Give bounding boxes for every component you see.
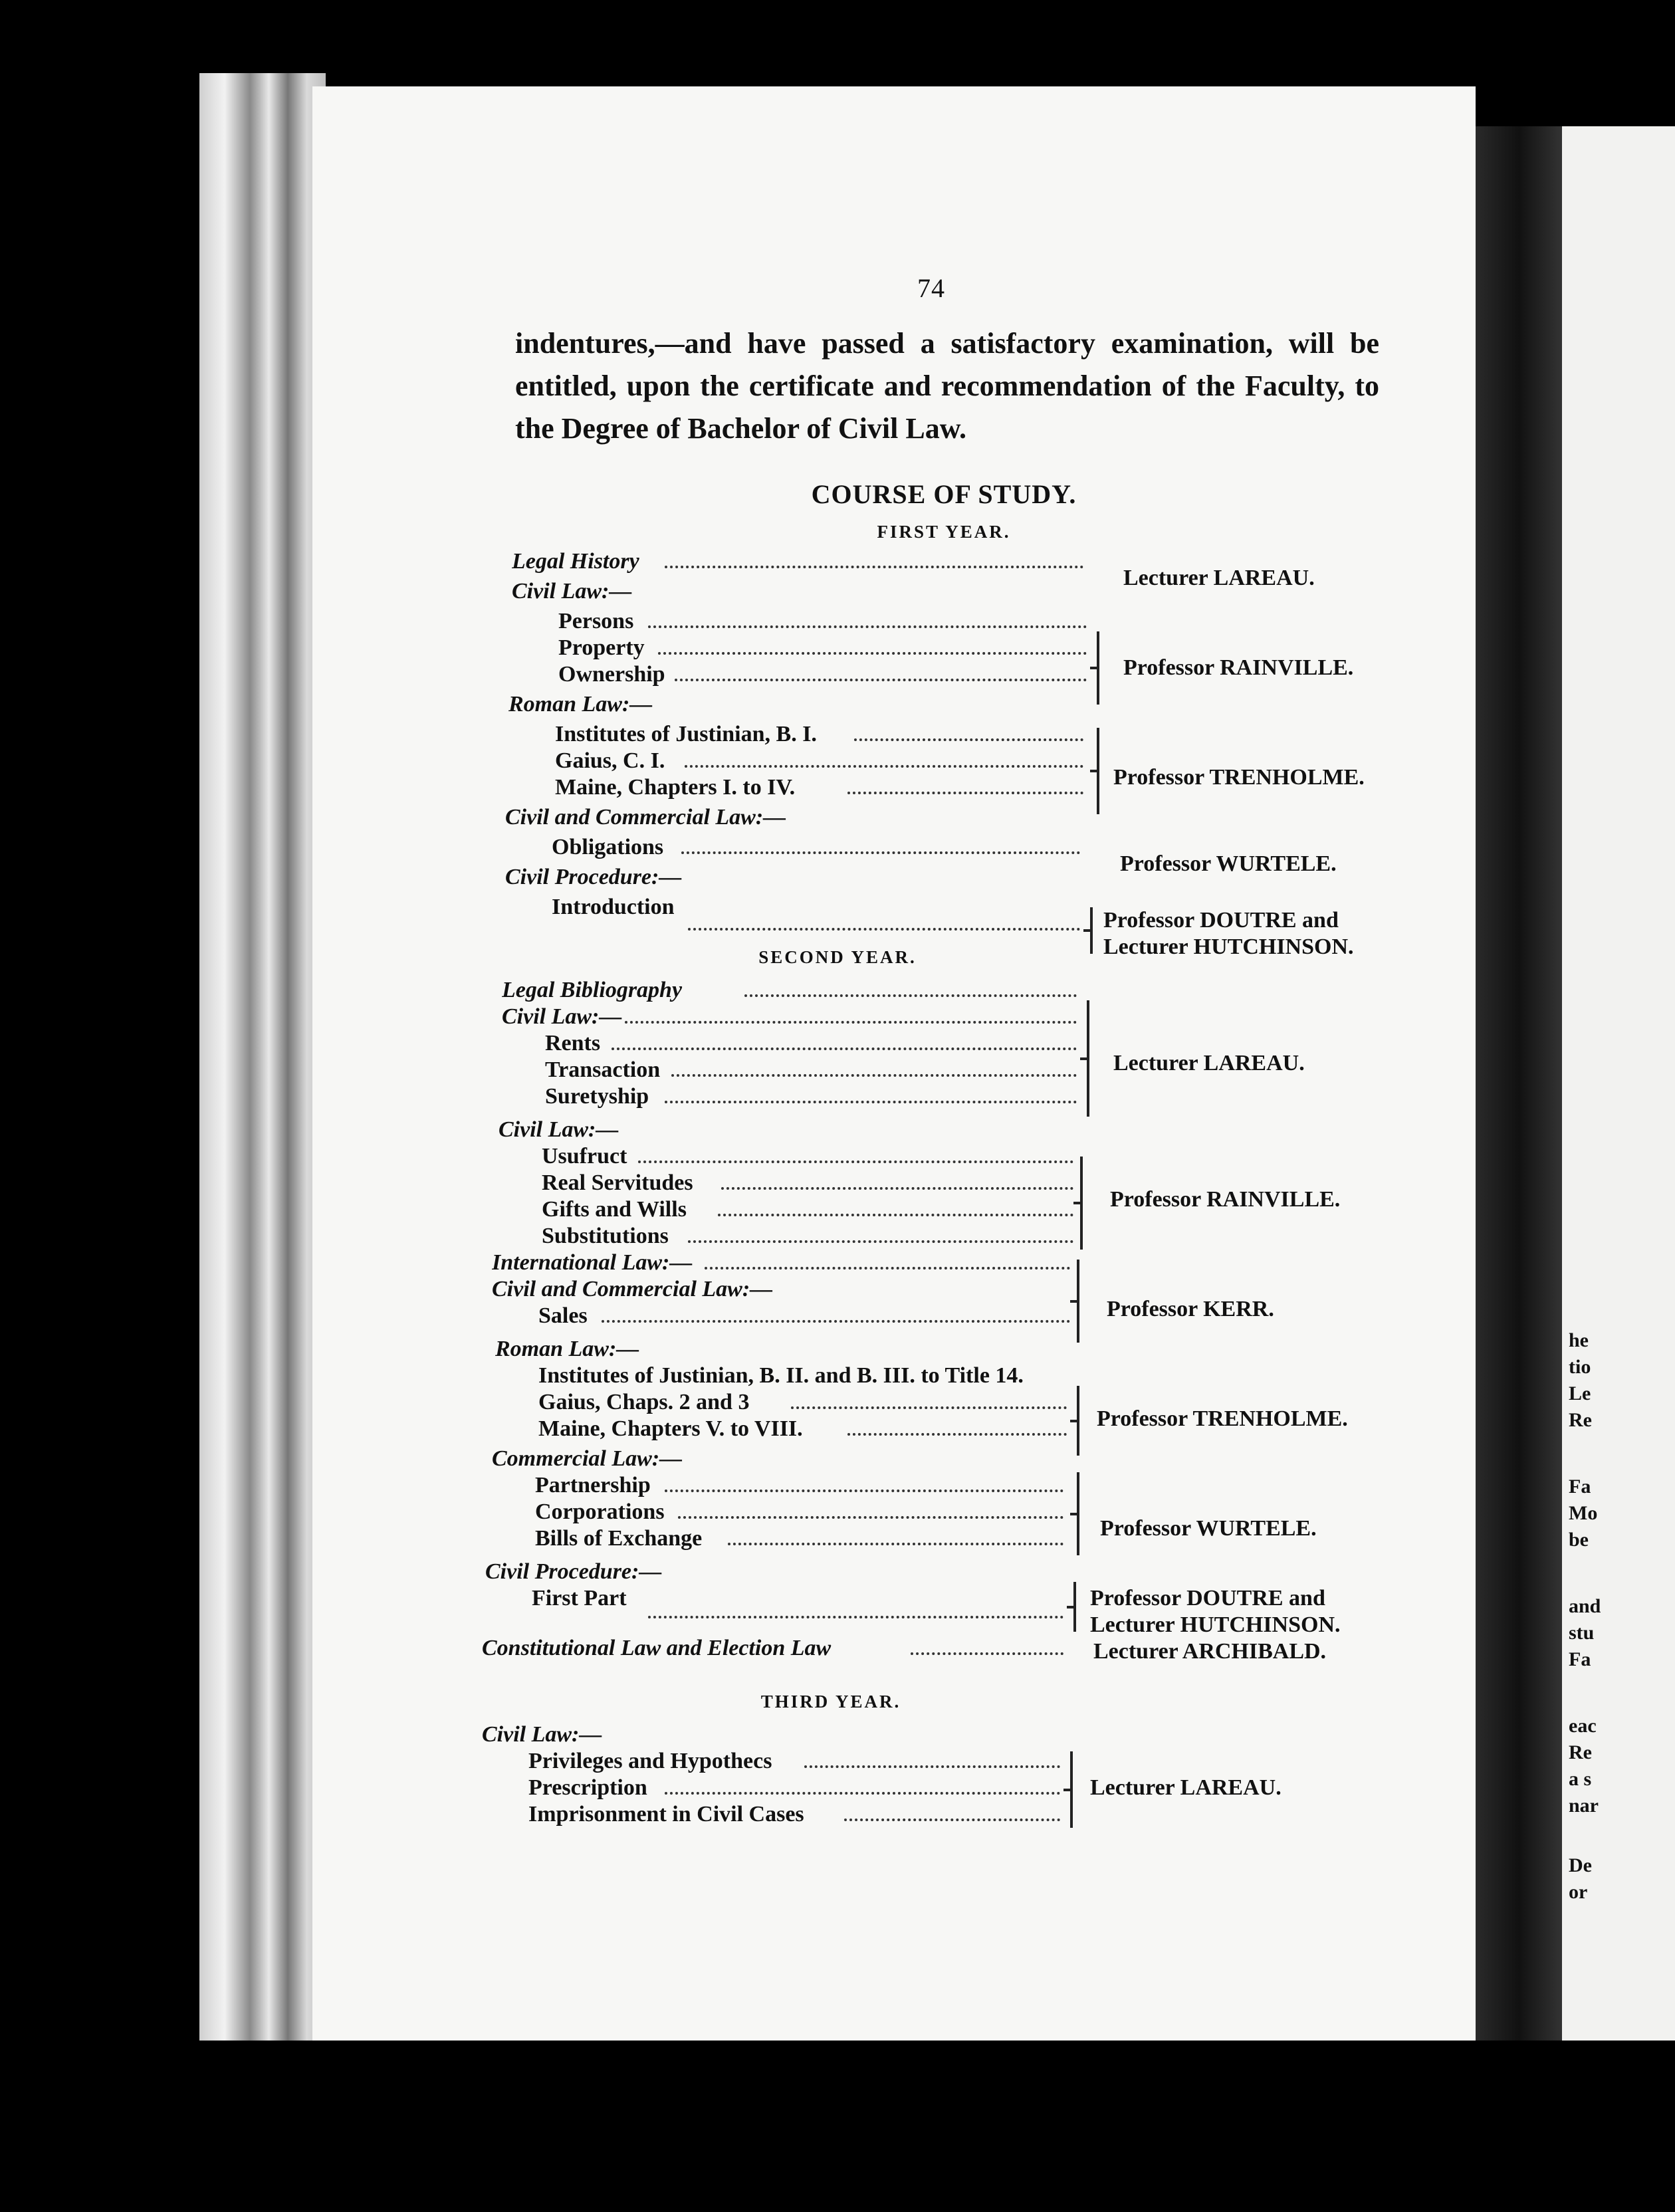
course-subject-label: Institutes of Justinian, B. I.	[555, 722, 821, 746]
dot-leader	[671, 1050, 1077, 1077]
course-category	[485, 1559, 685, 1585]
facing-page	[1562, 126, 1675, 2041]
second-year-heading: SECOND YEAR.	[758, 947, 917, 967]
first-year-heading: FIRST YEAR.	[877, 522, 1011, 542]
instructor-label: Lecturer LAREAU.	[1123, 566, 1315, 590]
bracket	[1080, 1157, 1083, 1250]
facing-page-text: a s	[1569, 1768, 1592, 1790]
dot-leader	[638, 1137, 1073, 1163]
dot-leader	[854, 715, 1083, 741]
facing-page-text: and	[1569, 1595, 1601, 1617]
book-page-edges	[199, 73, 326, 2041]
course-subject-label: Maine, Chapters V. to VIII.	[538, 1416, 807, 1441]
course-category-label: Roman Law:—	[495, 1337, 643, 1361]
course-subject-label: Transaction	[545, 1057, 664, 1082]
dot-leader	[791, 1382, 1067, 1409]
dot-leader	[658, 628, 1087, 655]
dot-leader	[665, 1768, 1060, 1795]
facing-page-text: Re	[1569, 1741, 1592, 1763]
bracket	[1077, 1260, 1079, 1343]
course-category-label: International Law:—	[492, 1250, 696, 1275]
course-category-label: Civil and Commercial Law:—	[505, 805, 790, 830]
instructor-label: Lecturer HUTCHINSON.	[1090, 1612, 1341, 1637]
course-subject-label: Bills of Exchange	[535, 1526, 706, 1551]
facing-page-text: Mo	[1569, 1502, 1598, 1524]
dot-leader	[844, 1795, 1060, 1821]
instructor-label: Professor RAINVILLE.	[1110, 1187, 1341, 1212]
facing-page-text: stu	[1569, 1622, 1595, 1644]
dot-leader	[665, 542, 1083, 568]
bracket	[1097, 728, 1099, 814]
dot-leader	[625, 997, 1077, 1024]
course-category	[492, 1446, 691, 1472]
course-subject-label: Privileges and Hypothecs	[528, 1749, 776, 1773]
course-subject-label: Usufruct	[542, 1144, 631, 1168]
dot-leader	[648, 1592, 1063, 1618]
instructor-label: Professor RAINVILLE.	[1123, 655, 1354, 680]
facing-page-text: Re	[1569, 1409, 1592, 1431]
course-subject-label: Prescription	[528, 1775, 651, 1800]
course-subject-label: Gaius, Chaps. 2 and 3	[538, 1390, 753, 1414]
course-category-label: Legal History	[512, 549, 643, 574]
instructor-label: Professor TRENHOLME.	[1113, 765, 1365, 790]
dot-leader	[804, 1741, 1060, 1768]
instructor-label: Professor WURTELE.	[1100, 1516, 1317, 1541]
course-category	[482, 1721, 681, 1748]
bracket	[1087, 1000, 1089, 1117]
facing-page-text: Fa	[1569, 1648, 1591, 1670]
course-subject-label: Property	[558, 635, 649, 660]
instructor-label: Professor TRENHOLME.	[1097, 1406, 1348, 1431]
bracket	[1073, 1582, 1076, 1632]
dot-leader	[688, 904, 1080, 931]
intro-paragraph: indentures,—and have passed a satisfactory examination, will be entitled, upon the certificate and recommendation of the Faculty, to the Degree of Bachelor of Civil Law.	[515, 327, 1379, 445]
course-title: COURSE OF STUDY.	[811, 479, 1077, 509]
bracket	[1090, 907, 1093, 954]
instructor-label: Professor DOUTRE and	[1090, 1586, 1325, 1610]
facing-page-text: De	[1569, 1854, 1592, 1876]
dot-leader	[681, 828, 1080, 854]
instructor-label: Lecturer HUTCHINSON.	[1103, 935, 1354, 959]
instructor-label: Lecturer ARCHIBALD.	[1093, 1639, 1327, 1664]
course-subject-label: Introduction	[552, 895, 679, 919]
course-subject-label: Imprisonment in Civil Cases	[528, 1802, 808, 1826]
dot-leader	[685, 741, 1083, 768]
dot-leader	[648, 602, 1087, 628]
instructor-label: Professor KERR.	[1107, 1297, 1274, 1321]
facing-page-text: be	[1569, 1529, 1589, 1551]
facing-page-text: tio	[1569, 1356, 1591, 1378]
facing-page-text: he	[1569, 1329, 1589, 1351]
instructor-label: Lecturer LAREAU.	[1090, 1775, 1282, 1800]
instructor-label: Professor WURTELE.	[1120, 851, 1337, 876]
course-subject-label: Institutes of Justinian, B. II. and B. III. to Title 14.	[538, 1363, 1028, 1388]
dot-leader	[688, 1216, 1073, 1243]
dot-leader	[911, 1628, 1063, 1655]
dot-leader	[678, 1492, 1063, 1519]
course-category-label: Civil Law:—	[512, 579, 635, 604]
dot-leader	[721, 1163, 1073, 1190]
dot-leader	[675, 655, 1087, 681]
course-subject-label: Gifts and Wills	[542, 1197, 691, 1222]
dot-leader	[665, 1077, 1077, 1103]
dot-leader	[744, 970, 1077, 997]
book-gutter	[1476, 126, 1562, 2041]
course-category	[505, 864, 705, 891]
course-subject-label: Real Servitudes	[542, 1170, 697, 1195]
dot-leader	[718, 1190, 1073, 1216]
facing-page-text: or	[1569, 1881, 1588, 1903]
bracket	[1077, 1472, 1079, 1555]
facing-page-text: Le	[1569, 1382, 1591, 1404]
dot-leader	[665, 1466, 1063, 1492]
course-category	[508, 691, 708, 718]
course-category-label: Civil Procedure:—	[485, 1559, 665, 1584]
course-category-label: Civil Law:—	[502, 1004, 625, 1029]
course-category-label: Civil Law:—	[482, 1722, 606, 1747]
instructor-label: Lecturer LAREAU.	[1113, 1051, 1305, 1075]
course-subject-label: Suretyship	[545, 1084, 653, 1109]
page-number: 74	[917, 273, 945, 303]
course-subject-label: Ownership	[558, 662, 669, 687]
course-category-label: Civil Law:—	[499, 1117, 622, 1142]
dot-leader	[602, 1296, 1070, 1323]
course-subject-label: Sales	[538, 1303, 592, 1328]
dot-leader	[728, 1519, 1063, 1545]
course-subject-label: Partnership	[535, 1473, 655, 1497]
course-subject-label: Persons	[558, 609, 637, 633]
course-category	[505, 804, 838, 831]
third-year-heading: THIRD YEAR.	[760, 1692, 901, 1712]
course-subject-label: Gaius, C. I.	[555, 748, 669, 773]
course-subject-label: Corporations	[535, 1499, 669, 1524]
instructor-label: Professor DOUTRE and	[1103, 908, 1339, 933]
facing-page-text: eac	[1569, 1715, 1597, 1737]
course-category-label: Civil and Commercial Law:—	[492, 1277, 776, 1301]
dot-leader	[705, 1243, 1070, 1270]
facing-page-text: nar	[1569, 1795, 1599, 1817]
course-category-label: Roman Law:—	[508, 692, 656, 717]
course-subject-label: Obligations	[552, 835, 667, 859]
course-category	[495, 1336, 695, 1363]
course-category	[512, 578, 711, 605]
bracket	[1070, 1751, 1073, 1828]
course-subject-label: Rents	[545, 1031, 604, 1055]
course-category-label: Civil Procedure:—	[505, 865, 685, 889]
dot-leader	[847, 768, 1083, 794]
dot-leader	[847, 1409, 1067, 1436]
course-subject-label: Maine, Chapters I. to IV.	[555, 775, 799, 800]
course-category-label: Constitutional Law and Election Law	[482, 1636, 835, 1660]
bracket	[1077, 1386, 1079, 1456]
dot-leader	[612, 1024, 1077, 1050]
course-category-label: Commercial Law:—	[492, 1446, 686, 1471]
course-subject-label: Substitutions	[542, 1224, 673, 1248]
course-category-label: Legal Bibliography	[502, 978, 686, 1002]
facing-page-text: Fa	[1569, 1476, 1591, 1497]
course-subject-label: First Part	[532, 1586, 631, 1610]
bracket	[1097, 631, 1099, 705]
